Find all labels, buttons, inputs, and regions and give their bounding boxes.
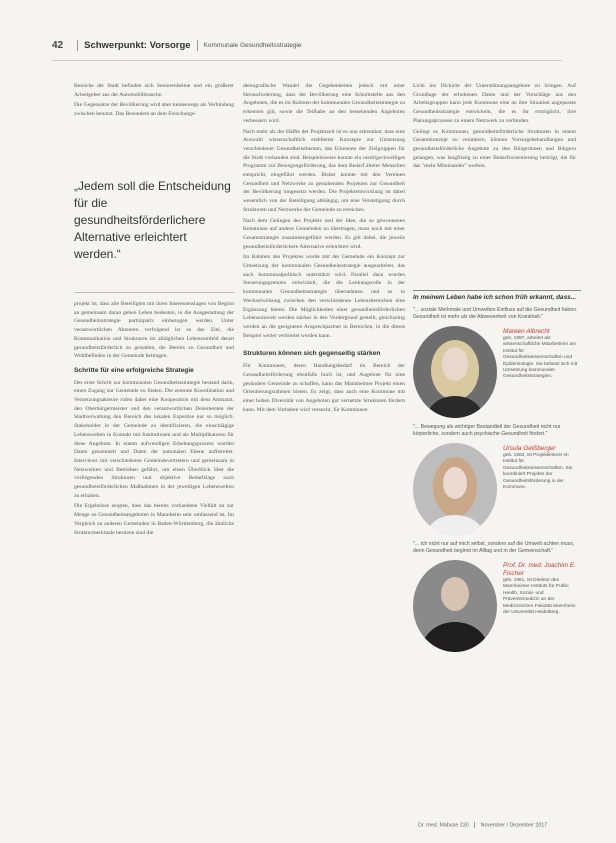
paragraph: Der erste Schritt zur kommunalen Gesundheitsstrategie bestand darin, einen Zugang zur Gemeinde zu finden. Die zentrale Koordination und Vernetzungsakteure rufen dabei eine Kooperation mit dem Amtsarzt, den Oberbürgermeister und den verantwortlichen Dezernenten der Stadtverwaltung den Bereich des lokalen Expertise nur so möglich. Stakeholder in der Gemeinde zu identifizieren, die einschlägige Lebenswelten in Kontakt mit Institutionen und als Multiplikatoren für diese Angebote. In einem aufwendigen Erhebungsprozess wurden Daten gesammelt und Daten der nationalen Ebene aufbereitet. Interviews mit verschiedenen Gemeindevertretern und gemeinsam in Netzwerken und Betrieben geführt, um einen Überblick über die vorliegenden Strukturen und objektive Bedarfslage nach gesundheitsförderlichen Maßnahmen in der jeweiligen Lebenswelten zu erhalten. [74, 379, 234, 499]
author-info [503, 562, 581, 616]
author-info [503, 445, 581, 491]
section-heading: Schritte für eine erfolgreiche Strategie [74, 366, 194, 374]
quote-rule [74, 292, 234, 293]
section-title: Schwerpunkt: Vorsorge [84, 39, 191, 51]
section-heading: Strukturen können sich gegenseitig stärken [243, 350, 381, 358]
author-block [413, 326, 581, 418]
sidebar-heading: In meinem Leben habe ich schon früh erkannt, dass... [413, 290, 581, 302]
column-3 [413, 82, 576, 173]
author-bio: geb. 1983, ist Projektleiterin im Institut für Gesundheitswissenschaften. Sie koordiniert Projekte der Gesundheitsförderung in der Kommune. [503, 453, 573, 491]
author-block [413, 443, 581, 535]
page-footer [418, 822, 547, 828]
footer-divider [474, 822, 475, 828]
column-2 [243, 82, 405, 416]
issue-label: Dr. med. Mabuse 230 [418, 822, 469, 829]
author-quote: "... soziale Merkmale und Umwelten Einfluss auf die Gesundheit haben. Gesundheit ist mehr als die Abwesenheit von Krankheit." [413, 307, 578, 320]
author-name: Ursula Geißberger [503, 445, 556, 452]
paragraph: Nach dem Gelingen des Projekts und der Idee, die so gewonnenen Kenntnisse auf andere Gemeinden zu übertragen, muss noch mit einer Gesamtstrategie zusammengeführt werden. Es gilt dabei, die jeweils gesundheitsförderlichere Alternative erleichtert wird. [243, 217, 405, 250]
paragraph: projekt ist, dass alle Beteiligten mit ihren Interessenslagen von Beginn an gemeinsam daran gehen Leben bedeuten, in die Ausgestaltung der Gesundheitsstrategie partizipativ einbezogen werden. Unter verantwortlichen Akteuren verfolgend ist es das Ziel, die Kommunikation und Strukturen im alltäglichen Lebensumfeld derart gesundheitsförderlich zu gestalten, die Bereits zu Gesundheit und Wohlbefinden in der Gemeinde beitragen. [74, 301, 234, 360]
paragraph: Die Gegensätze der Bevölkerung wird aber keineswegs als Verbindung zwischen benutzt. Das Besondere an dem Forschungs- [74, 102, 234, 118]
author-name: Mareen Albrecht [503, 328, 550, 335]
column-1 [74, 82, 234, 121]
paragraph: Bereiche der Stadt befinden sich Seniorenheime und ein großerer Arbeitgeber aus der Automobilbranche. [74, 83, 234, 98]
paragraph: demografische Wandel die Gegebenheiten jedoch mit einer Herausforderung, dass der Bevölkerung eine Schnittstelle aus den Angeboten, die es im Rahmen der kommunalen Gesundheitsstrategie zu erkennen gilt, sowie die Teilhabe an den bestehenden Angeboten verbessern wird. [243, 83, 405, 124]
author-photo [413, 560, 497, 652]
author-photo [413, 443, 497, 535]
author-name: Prof. Dr. med. Joachim E. Fischer [503, 562, 576, 577]
author-quote: "... ich nicht nur auf mich selbst, sondern auf die Umwelt achten muss, denn Gesundheit beginnt im Alltag und in der Gemeinschaft." [413, 541, 575, 554]
header-divider [197, 40, 198, 51]
header-rule [52, 60, 562, 61]
paragraph: Für Kommunen, deren Handlungsbedarf im Bereich der Gesundheitsförderung ebenfalls hoch ist, und Angebote für eine gesündere Gemeinde zu schaffen, kann das Mannheimer Projekt einen Orientierungsrahmen bieten. Es zeigt, dass auch eine Kommune mit einer hohen Diversität von Angeboten gut vernetzte Strukturen fördern kann. Mit dem Vorhaben wird versucht, für Kommunen [243, 363, 405, 413]
subsection-title: Kommunale Gesundheitsstrategie [203, 41, 302, 49]
issue-date: November / Dezember 2017 [480, 822, 548, 829]
author-block [413, 560, 581, 652]
author-sidebar [413, 290, 581, 658]
page-number: 42 [52, 39, 64, 51]
paragraph: Im Rahmen des Projektes wurde mit der Gemeinde ein Konzept zur Umsetzung der kommunalen Gesundheitsstrategie ausgearbeitet, das auch kommunalpolitisch unterstützt wird. Parallel dazu wurden Steuerungsgremien entwickelt, die die Lenkungsrolle in der kommunalen Gesundheitsstrategie übernehmen und so in Wechselwirkung zwischen den verschiedenen Lebensbereichen eine Ergänzung bieten. Die Möglichkeiten einer gesundheitsförderlichen Lebensumwelt werden stärker in den Vordergrund gestellt, gleichzeitig werden an die geeigneten Ansprechpartner in Bereichen, in die dieses Beispiel weiter verbreitet werden kann. [243, 254, 405, 339]
author-quote: "... Bewegung als wichtiger Bestandteil der Gesundheit nicht nur körperliche, sondern auch psychische Gesundheit fördert." [413, 424, 561, 437]
author-bio: geb. 1961, ist Direktor des Mannheimer Instituts für Public Health, Sozial- und Präventivmedizin an der Medizinischen Fakultät Mannheim der Universität Heidelberg. [503, 578, 576, 616]
author-bio: geb. 1987, arbeitet als wissenschaftliche Mitarbeiterin am Institut für Gesundheitswissenschaften und Epidemiologie. Sie befasst sich mit Umsetzung kommunaler Gesundheitsstrategien. [503, 336, 578, 380]
page-header [52, 38, 302, 52]
paragraph: Die Ergebnisse zeigten, dass das bereits vorhandene Vielfalt an zur Menge an Gesundheitsangeboten in Mannheim sehr umfassend ist. Im Vergleich zu anderen Gemeinden in Baden-Württemberg, die ähnliche Strukturmerkmale besitzen sind die [74, 503, 234, 536]
header-divider [77, 40, 78, 51]
author-photo [413, 326, 497, 418]
paragraph: Licht ins Dickicht der Unterstützungsangebote zu bringen. Auf Grundlage der erhobenen Daten und der Vorschläge aus den Arbeitsgruppen kann jede Kommune eine an ihre Situation angepasste Gesundheitsstrategie entwickeln, die es ihr ermöglicht, ihre Planungsprozesse zu einem Netzwerk zu verbinden. [413, 83, 576, 124]
paragraph: Gelingt es Kommunen, gesundheitsförderliche Strukturen in einem Gesamtkonzept zu verankern, können Vorsorgebehandlungen und gesundheitsförderliche Angebote zu den Bürgerinnen und Bürgern gelangen, was langfristig zu einer Bedarfsorientierung beiträgt, die für das "mehr Miteinander" werben. [413, 128, 576, 170]
paragraph: Nach mehr als der Hälfte der Projektzeit ist es nun erkennbar, dass eine Auswahl wissenschaftlich etablierter Konzepte zur Umsetzung verschiedener Gesundheitsthemen, das Erkennen der Zielgruppen für die Stadt vorhanden sind. Beispielsweise konnte ein niedrigschwelliges Programm zur Bewegungsförderung, das dem Bedarf älterer Menschen entspricht, eingeführt werden. Bisher konnte mit den Vereinen Gesundheit und Netzwerke zu gestaltenden Projekten zur Gesundheit der Bevölkerung umgesetzt werden. Die Projektentwicklung ist dabei wesentlich von der Beteiligung abhängig, um eine Verstetigung durch Strukturen und Netzwerke der Gemeinde zu erreichen. [243, 128, 405, 213]
pull-quote: „Jedem soll die Entscheidung für die gesundheitsförderlichere Alternative erleichtert werden.“ [74, 179, 231, 261]
column-1-continued [74, 300, 234, 539]
author-info [503, 328, 581, 381]
